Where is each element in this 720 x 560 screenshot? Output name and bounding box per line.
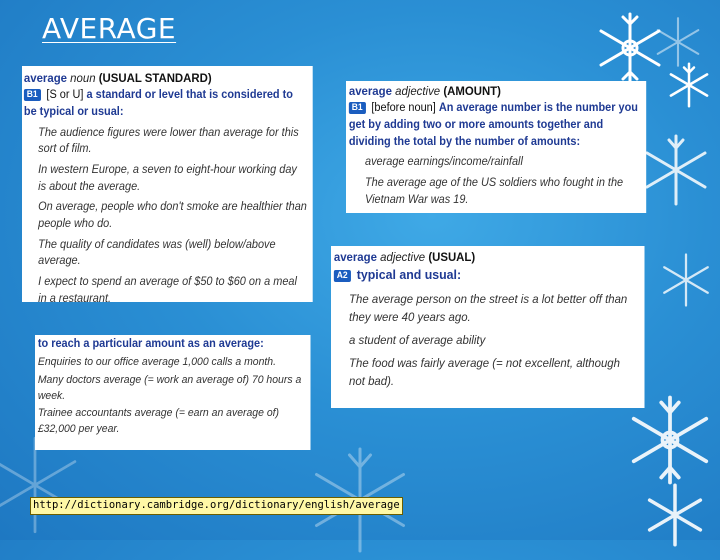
- part-of-speech: noun: [70, 71, 96, 85]
- snowflake-icon: [650, 14, 706, 70]
- example-sentence: Enquiries to our office average 1,000 calls a month.: [37, 355, 277, 368]
- definition: a standard or level that is considered to be typical or usual:: [23, 89, 293, 119]
- entry-heading: [334, 249, 637, 266]
- entry-heading: [24, 70, 307, 87]
- definition: typical and usual:: [356, 267, 462, 283]
- grammar-code: [S or U]: [46, 89, 84, 102]
- dictionary-card-verb: [35, 335, 311, 450]
- example-sentence: a student of average ability: [349, 333, 486, 348]
- example-sentence: On average, people who don't smoke are healthier than people who do.: [38, 201, 307, 231]
- sense-label: (USUAL STANDARD): [98, 71, 212, 85]
- example-sentence: I expect to spend an average of $50 to $60 on a meal in a restaurant.: [38, 276, 297, 305]
- example-sentence: The food was fairly average (= not excellent, although not bad).: [349, 356, 620, 388]
- example-sentence: The average person on the street is a lot better off than they were 40 years ago.: [349, 292, 628, 324]
- grammar-code: [before noun]: [371, 102, 436, 115]
- headword: average: [23, 71, 68, 85]
- dictionary-card-adjective-amount: [346, 81, 646, 213]
- example-sentence: The quality of candidates was (well) below/above average.: [38, 238, 276, 268]
- part-of-speech: adjective: [395, 84, 441, 98]
- definition-line: [24, 87, 307, 120]
- snowflake-icon: [636, 130, 716, 210]
- definition: An average number is the number you get by adding two or more amounts together and dividing the total by the number of amounts:: [348, 102, 638, 148]
- sense-label: (AMOUNT): [443, 84, 501, 98]
- example-sentence: average earnings/income/rainfall: [365, 156, 523, 169]
- dictionary-card-noun: [22, 66, 313, 305]
- definition-line: [334, 266, 637, 285]
- slide-title: AVERAGE: [42, 12, 177, 45]
- entry-heading: [349, 83, 639, 100]
- headword: average: [333, 250, 377, 264]
- definition: to reach a particular amount as an average:: [37, 338, 264, 350]
- dictionary-card-adjective-usual: [331, 246, 645, 408]
- level-badge: A2: [334, 270, 351, 282]
- level-badge: B1: [349, 102, 366, 114]
- example-sentence: In western Europe, a seven to eight-hour working day is about the average.: [38, 164, 297, 193]
- example-sentence: Trainee accountants average (= earn an average of) £32,000 per year.: [37, 407, 280, 436]
- sense-label: (USUAL): [428, 250, 476, 264]
- part-of-speech: adjective: [380, 250, 426, 264]
- example-sentence: The audience figures were lower than average for this sort of film.: [38, 126, 299, 156]
- example-sentence: The average age of the US soldiers who fought in the Vietnam War was 19.: [365, 177, 624, 206]
- source-link[interactable]: http://dictionary.cambridge.org/dictionary/english/average: [30, 497, 403, 515]
- definition-line: [349, 100, 639, 150]
- snowflake-icon: [656, 250, 716, 310]
- headword: average: [348, 84, 392, 98]
- level-badge: B1: [24, 89, 41, 101]
- example-sentence: Many doctors average (= work an average of) 70 hours a week.: [37, 373, 302, 402]
